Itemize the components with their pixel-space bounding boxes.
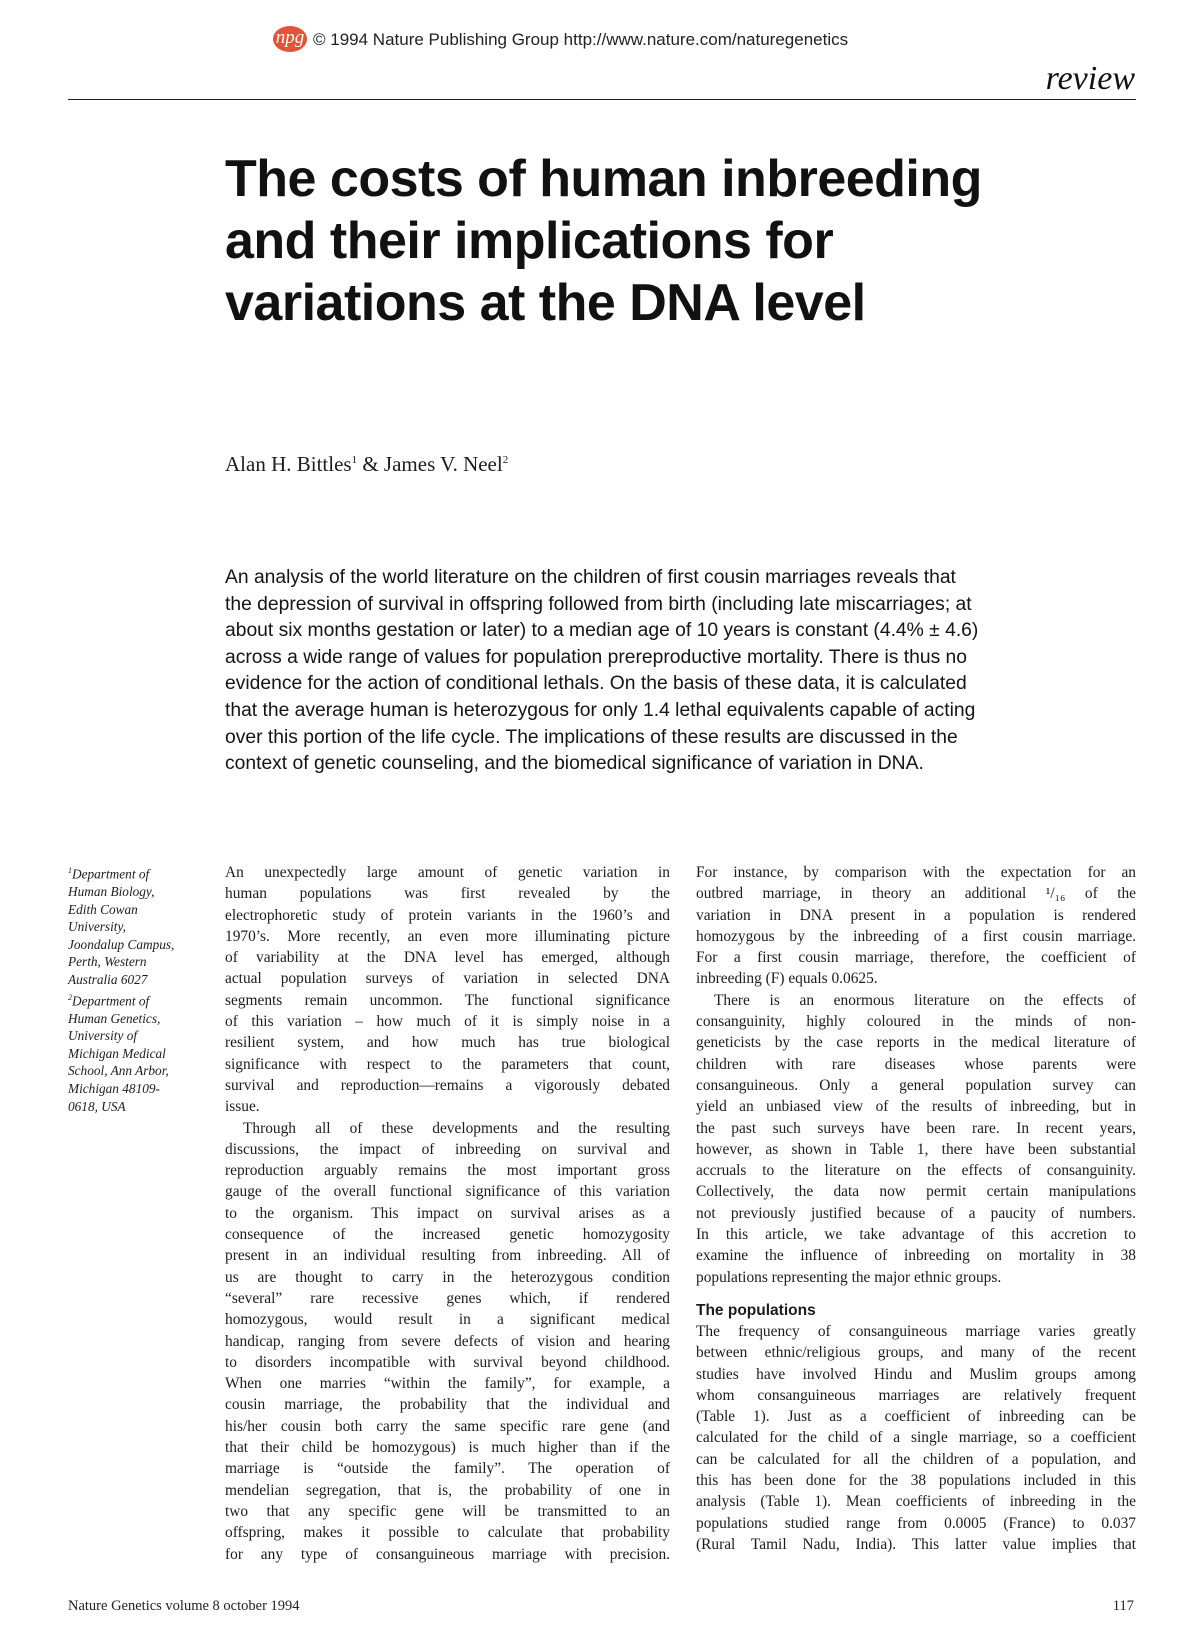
body-line: outbred marriage, in theory an additional ¹/₁₆ of the [696,885,1136,903]
affiliation-line: Edith Cowan [68,901,138,917]
affiliation-line: Human Genetics, [68,1010,161,1026]
body-line: discussions, the impact of inbreeding on survival and [225,1140,670,1158]
section-label: review [1045,60,1135,97]
body-line: homozygous, would result in a significant medical [225,1311,670,1329]
body-line: for any type of consanguineous marriage with precision. [225,1545,670,1563]
body-line: actual population surveys of variation in selected DNA [225,970,670,988]
body-line: For instance, by comparison with the expectation for an [696,864,1136,881]
body-line: of this variation – how much of it is simply noise in a [225,1013,670,1031]
body-line: Through all of these developments and the resulting [243,1119,670,1137]
abstract [225,565,1125,778]
body-line: can be calculated for all the children of a population, and [696,1450,1136,1468]
body-line: geneticists by the case reports in the medical literature of [696,1034,1136,1052]
abstract-line: that the average human is heterozygous for only 1.4 lethal equivalents capable of acting [225,699,976,721]
body-line: (Rural Tamil Nadu, India). This latter value implies that [696,1535,1136,1553]
body-line: yield an unbiased view of the results of inbreeding, but in [696,1098,1136,1116]
body-line: The frequency of consanguineous marriage varies greatly [696,1322,1136,1340]
body-line: accruals to the literature on the effects of consanguinity. [696,1162,1136,1180]
body-line: to disorders incompatible with survival beyond childhood. [225,1353,670,1371]
affiliation-line: Michigan Medical [68,1045,166,1061]
affiliation-marker: 2 [68,992,72,1002]
body-line: In this article, we take advantage of this accretion to [696,1226,1136,1244]
section-subheading: The populations [696,1301,816,1319]
body-column-left [225,862,670,1565]
affiliation-line: Michigan 48109- [68,1080,160,1096]
affiliation-line [68,989,218,1010]
body-line: consanguineous. Only a general population survey can [696,1076,1136,1094]
body-line: children with rare diseases whose parents were [696,1055,1136,1073]
body-line: (Table 1). Just as a coefficient of inbreeding can be [696,1408,1136,1426]
body-line: populations studied range from 0.0005 (France) to 0.037 [696,1514,1136,1532]
body-line: survival and reproduction—remains a vigorously debated [225,1076,670,1094]
body-line: offspring, makes it possible to calculate that probability [225,1524,670,1542]
abstract-line: evidence for the action of conditional lethals. On the basis of these data, it is calculated [225,673,967,695]
body-line: cousin marriage, the probability that the individual and [225,1396,670,1414]
author-name: Alan H. Bittles [225,452,352,476]
body-line: gauge of the overall functional significance of this variation [225,1183,670,1201]
body-line: There is an enormous literature on the effects of [714,991,1136,1009]
abstract-line: over this portion of the life cycle. The implications of these results are discussed in the [225,726,958,748]
body-line: between ethnic/religious groups, and many of the recent [696,1344,1136,1362]
affiliation-text: Department of [72,866,150,882]
body-line: that their child be homozygous) is much higher than if the [225,1439,670,1457]
body-line: to the organism. This impact on survival arises as a [225,1204,670,1222]
body-column-right [696,862,1136,1555]
body-line: significance with respect to the parameters that count, [225,1055,670,1073]
affiliation-line: University of [68,1028,138,1044]
abstract-line: about six months gestation or later) to a median age of 10 years is constant (4.4% ± 4.6) [225,620,979,642]
body-line: When one marries “within the family”, for example, a [225,1375,670,1393]
body-line: two that any specific gene will be transmitted to an [225,1502,670,1520]
body-line: consanguinity, highly coloured in the minds of non- [696,1013,1136,1031]
author-separator: & [357,452,384,476]
page-number: 117 [1112,1598,1134,1614]
body-line: consequence of the increased genetic homozygosity [225,1226,670,1244]
title-line: variations at the DNA level [225,274,866,332]
body-line: reproduction arguably remains the most important gross [225,1162,670,1180]
author-affiliation-marker: 1 [351,454,358,466]
affiliation-line: Joondalup Campus, [68,936,175,952]
body-line: this has been done for the 38 populations included in this [696,1472,1136,1490]
body-line: homozygous by the inbreeding of a first cousin marriage. [696,927,1136,945]
affiliation-line [68,862,218,883]
abstract-line: An analysis of the world literature on the children of first cousin marriages reveals that [225,567,956,588]
abstract-line: across a wide range of values for population prereproductive mortality. There is thus no [225,646,968,668]
body-line: inbreeding (F) equals 0.0625. [696,970,878,988]
footer-journal-info: Nature Genetics volume 8 october 1994 [68,1598,300,1614]
title-line: The costs of human inbreeding [225,150,982,208]
body-line: mendelian segregation, that is, the probability of one in [225,1481,670,1499]
body-line: of variability at the DNA level has emerged, although [225,949,670,967]
body-line: handicap, ranging from severe defects of vision and hearing [225,1332,670,1350]
body-line: “several” rare recessive genes which, if rendered [225,1289,670,1307]
affiliation-line: School, Ann Arbor, [68,1063,169,1079]
body-line: Collectively, the data now permit certain manipulations [696,1183,1136,1201]
affiliation-line: Perth, Western [68,954,147,970]
title-line: and their implications for [225,212,834,270]
body-line: human populations was first revealed by the [225,885,670,903]
body-line: electrophoretic study of protein variants in the 1960’s and [225,906,670,924]
body-line: whom consanguineous marriages are relatively frequent [696,1386,1136,1404]
body-line: analysis (Table 1). Mean coefficients of inbreeding in the [696,1493,1136,1511]
author-line [225,452,508,477]
body-line: present in an individual resulting from inbreeding. All of [225,1247,670,1265]
author-name: James V. Neel [383,452,503,476]
body-line: issue. [225,1098,260,1116]
copyright-notice: © 1994 Nature Publishing Group http://www.nature.com/naturegenetics [313,30,849,49]
header-rule [68,99,1136,100]
body-line: not previously justified because of a paucity of numbers. [696,1204,1136,1222]
affiliation-marker: 1 [68,866,72,875]
body-line: 1970’s. More recently, an even more illuminating picture [225,927,670,945]
affiliation-text: Department of [72,993,150,1008]
body-line: studies have involved Hindu and Muslim groups among [696,1365,1136,1383]
author-affiliation-marker: 2 [502,454,509,466]
body-line: us are thought to carry in the heterozygous condition [225,1268,670,1286]
affiliation-line: Human Biology, [68,884,155,900]
affiliation-line: Australia 6027 [68,971,148,987]
body-line: variation in DNA present in a population is rendered [696,906,1136,924]
abstract-line: the depression of survival in offspring followed from birth (including late miscarriages; at [225,593,972,615]
body-line: segments remain uncommon. The functional significance [225,991,670,1009]
body-line: the past such surveys have been rare. In recent years, [696,1119,1136,1137]
body-line: his/her cousin both carry the same specific rare gene (and [225,1417,670,1435]
affiliation-line: University, [68,919,126,935]
body-line: resilient system, and how much has true biological [225,1034,670,1052]
affiliation-line: 0618, USA [68,1098,126,1114]
body-line: populations representing the major ethnic groups. [696,1268,1002,1286]
article-title [225,148,1085,334]
body-line: examine the influence of inbreeding on mortality in 38 [696,1247,1136,1265]
body-line: calculated for the child of a single marriage, so a coefficient [696,1429,1136,1447]
body-line: however, as shown in Table 1, there have been substantial [696,1140,1136,1158]
author-affiliations [68,862,218,1115]
body-line: marriage is “outside the family”. The operation of [225,1460,670,1478]
npg-logo: npg [273,26,307,52]
body-line: An unexpectedly large amount of genetic variation in [225,864,670,881]
abstract-line: context of genetic counseling, and the biomedical significance of variation in DNA. [225,753,924,775]
body-line: For a first cousin marriage, therefore, the coefficient of [696,949,1136,967]
